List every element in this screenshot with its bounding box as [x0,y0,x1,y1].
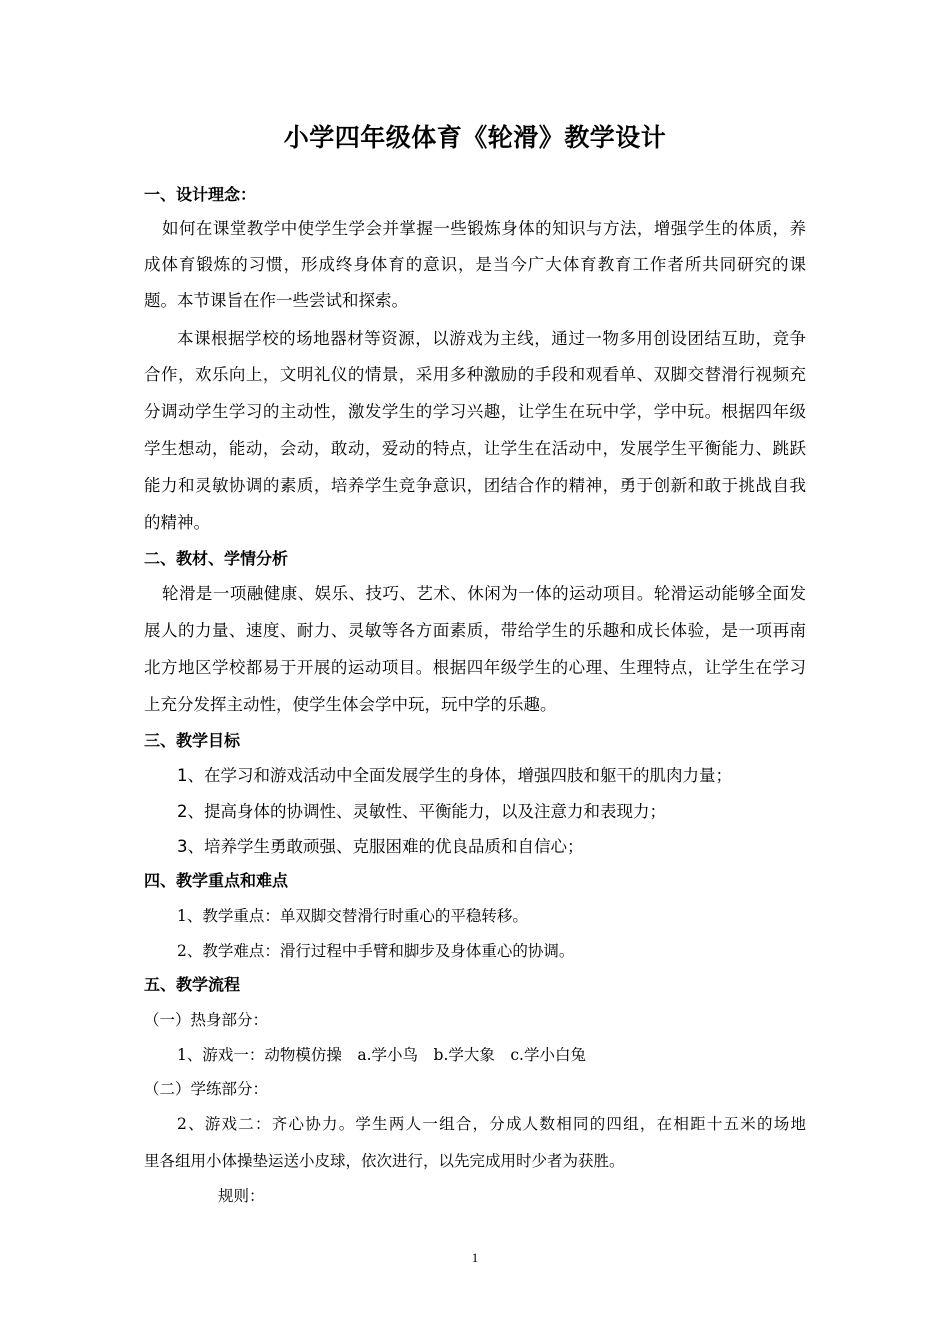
flow-game-1: 1、游戏一：动物模仿操 a.学小鸟 b.学大象 c.学小白兔 [177,1046,586,1064]
key-point-item: 1、教学重点：单双脚交替滑行时重心的平稳转移。 [177,907,528,925]
paragraph-line: 轮滑是一项融健康、娱乐、技巧、艺术、休闲为一体的运动项目。轮滑运动能够全面发 [162,584,806,603]
paragraph-line: 能力和灵敏协调的素质，培养学生竞争意识，团结合作的精神，勇于创新和敢于挑战自我 [144,476,806,495]
paragraph-line: 题。本节课旨在作一些尝试和探索。 [144,291,408,310]
section-heading-teaching-goals: 三、教学目标 [144,731,241,750]
paragraph-line: 的精神。 [144,513,210,532]
paragraph-line: 如何在课堂教学中使学生学会并掌握一些锻炼身体的知识与方法，增强学生的体质，养 [162,219,806,238]
section-heading-key-points: 四、教学重点和难点 [144,871,289,890]
paragraph-line: 本课根据学校的场地器材等资源，以游戏为主线，通过一物多用创设团结互助，竞争 [177,329,806,348]
document-title: 小学四年级体育《轮滑》教学设计 [283,123,667,152]
flow-part-practice: （二）学练部分： [144,1080,269,1098]
paragraph-line: 学生想动，能动，会动，敢动，爱动的特点，让学生在活动中，发展学生平衡能力、跳跃 [144,439,806,458]
paragraph-line: 上充分发挥主动性，使学生体会学中玩，玩中学的乐趣。 [144,695,557,714]
page-number: 1 [471,1250,479,1265]
paragraph-line: 成体育锻炼的习惯，形成终身体育的意识，是当今广大体育教育工作者所共同研究的课 [144,255,806,274]
section-heading-design-concept: 一、设计理念： [144,185,257,204]
flow-game-2-line: 2、游戏二：齐心协力。学生两人一组合，分成人数相同的四组，在相距十五米的场地 [177,1115,806,1133]
flow-part-warmup: （一）热身部分： [144,1011,269,1029]
key-point-item: 2、教学难点：滑行过程中手臂和脚步及身体重心的协调。 [177,942,575,960]
goal-item: 1、在学习和游戏活动中全面发展学生的身体，增强四肢和躯干的肌肉力量； [177,766,732,785]
paragraph-line: 合作，欢乐向上，文明礼仪的情景，采用多种激励的手段和观看单、双脚交替滑行视频充 [144,365,806,384]
goal-item: 3、培养学生勇敢顽强、克服困难的优良品质和自信心； [177,837,584,856]
paragraph-line: 北方地区学校都易于开展的运动项目。根据四年级学生的心理、生理特点，让学生在学习 [144,658,806,677]
flow-rules-label: 规则： [218,1187,265,1205]
section-heading-materials-analysis: 二、教材、学情分析 [144,549,289,568]
goal-item: 2、提高身体的协调性、灵敏性、平衡能力，以及注意力和表现力； [177,802,666,821]
section-heading-teaching-flow: 五、教学流程 [144,975,241,994]
paragraph-line: 展人的力量、速度、耐力、灵敏等各方面素质，带给学生的乐趣和成长体验，是一项再南 [144,621,806,640]
flow-game-2-line: 里各组用小体操垫运送小皮球，依次进行，以先完成用时少者为获胜。 [144,1152,625,1170]
paragraph-line: 分调动学生学习的主动性，激发学生的学习兴趣，让学生在玩中学，学中玩。根据四年级 [144,402,806,421]
